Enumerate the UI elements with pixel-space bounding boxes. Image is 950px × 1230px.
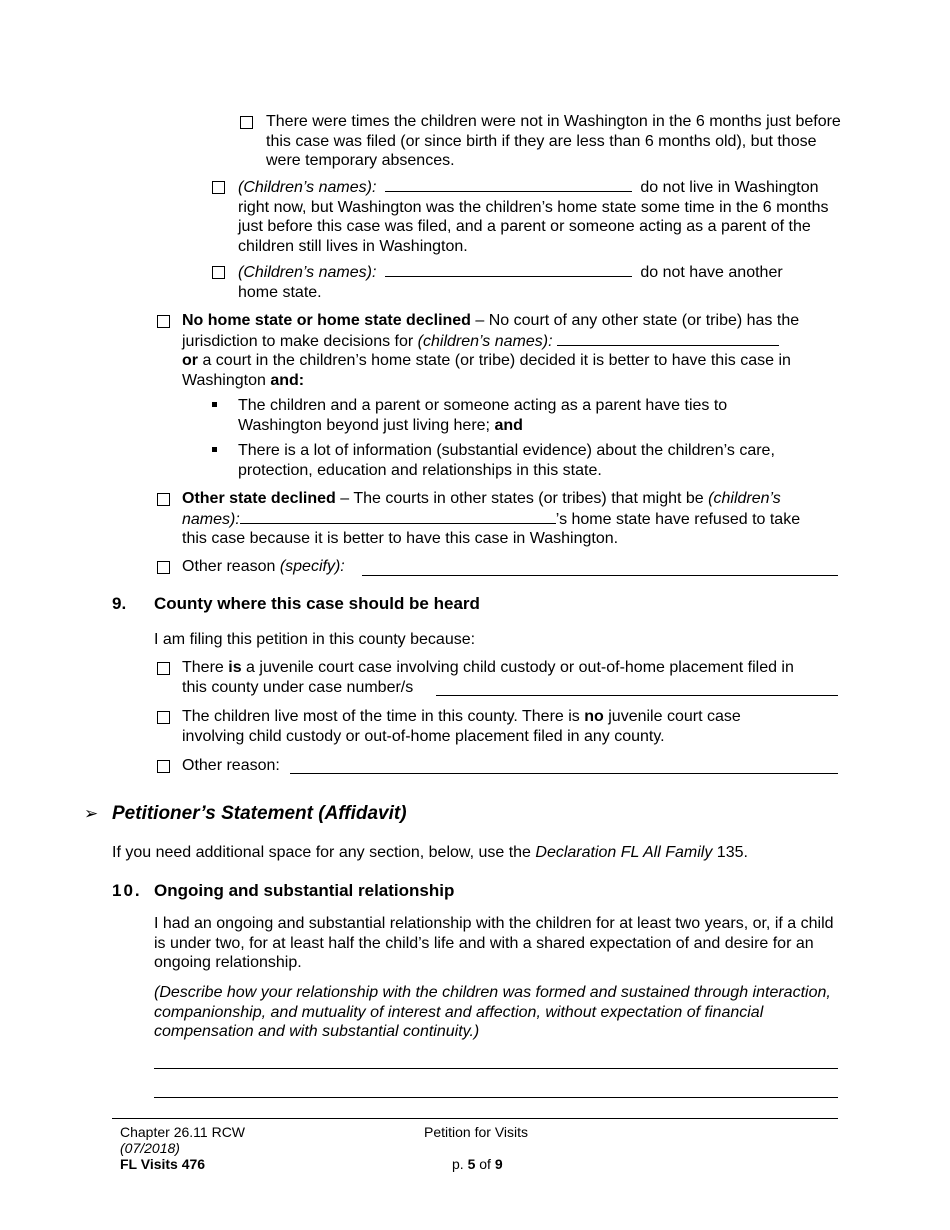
bullet-ties-item: [238, 396, 798, 435]
other-state-declined-title: Other state declined: [182, 490, 336, 507]
no-home-state-item: [182, 311, 842, 390]
other-reason-field[interactable]: [290, 773, 838, 774]
section-9-number: 9.: [112, 594, 127, 613]
juvenile-case-text-b: a juvenile court case involving child custody or out-of-home placement filed in: [241, 659, 794, 676]
page-current: 5: [467, 1156, 476, 1172]
not-living-in-wa-item: [238, 177, 842, 256]
bullet-square: [212, 402, 217, 407]
children-live-text-a: The children live most of the time in this county. There is: [182, 708, 585, 725]
section-9-title: County where this case should be heard: [154, 594, 480, 613]
no-home-state-title: No home state or home state declined: [182, 312, 471, 329]
children-live-county-item: [182, 707, 802, 746]
temporary-absences-text: There were times the children were not in Washington in the 6 months just before this case was filed (or since birth if they are less than 6 months old), but those were temporary absences.: [266, 113, 841, 169]
children-names-label-a: (children’s: [708, 490, 781, 507]
juvenile-case-checkbox[interactable]: [157, 662, 170, 675]
bullet-square: [212, 447, 217, 452]
temporary-absences-checkbox[interactable]: [240, 116, 253, 129]
children-names-field[interactable]: [385, 177, 632, 192]
footer-divider: [112, 1118, 838, 1119]
section-10-number: 10.: [112, 881, 142, 900]
page-of: of: [475, 1156, 495, 1172]
answer-line-1[interactable]: [154, 1068, 838, 1069]
footer-page-number: [452, 1156, 503, 1172]
no-other-state-text-a: do not have another: [640, 264, 783, 281]
other-state-declined-checkbox[interactable]: [157, 493, 170, 506]
answer-line-2[interactable]: [154, 1097, 838, 1098]
other-state-text-b: ’s home state have refused to take: [555, 510, 801, 528]
children-names-field[interactable]: [557, 331, 779, 346]
no-home-state-text-a: – No court of any other state (or tribe) has the jurisdiction to make decisions for: [182, 312, 800, 350]
section-10-title: Ongoing and substantial relationship: [154, 881, 455, 900]
other-reason-specify-checkbox[interactable]: [157, 561, 170, 574]
section-10-paragraph: I had an ongoing and substantial relationship with the children for at least two years, or, if a child is under two, for at least half the child’s life and with a shared expectation of and desire for an ongoing relationship.: [154, 915, 834, 971]
bullet-ties-text: The children and a parent or someone acting as a parent have ties to Washington beyond just living here;: [238, 397, 728, 434]
other-reason-specify-item: [182, 557, 842, 577]
section-9-intro: I am filing this petition in this county because:: [154, 631, 476, 648]
is-word: is: [228, 659, 242, 676]
page-prefix: p.: [452, 1156, 468, 1172]
statement-intro: [112, 843, 832, 863]
not-living-text-a: do not live in Washington: [640, 179, 819, 196]
children-names-label: (Children’s names):: [238, 264, 377, 281]
footer-date: (07/2018): [120, 1140, 180, 1156]
children-names-label: (children’s names):: [417, 332, 553, 350]
children-names-label-b: names):: [182, 510, 240, 528]
other-reason-text: Other reason: [182, 558, 280, 575]
bullet-evidence-text: There is a lot of information (substantial evidence) about the children’s care, protection, education and relationships in this state.: [238, 442, 775, 479]
other-state-declined-item: [182, 489, 842, 549]
section-10-instructions: (Describe how your relationship with the children was formed and sustained through interaction, companionship, and mutuality of interest and affection, without expectation of financial compensation and with substantial continuity.): [154, 984, 831, 1040]
other-reason-specify-field[interactable]: [362, 575, 838, 576]
no-home-state-checkbox[interactable]: [157, 315, 170, 328]
other-reason-checkbox[interactable]: [157, 760, 170, 773]
no-other-home-state-checkbox[interactable]: [212, 266, 225, 279]
children-names-field[interactable]: [240, 509, 556, 524]
not-living-in-wa-checkbox[interactable]: [212, 181, 225, 194]
children-names-field[interactable]: [385, 262, 632, 277]
or-word: or: [182, 352, 198, 369]
not-living-text-b: right now, but Washington was the children’s home state some time in the 6 months just before this case was filed, and a parent or someone acting as a parent of the children still lives in Washington.: [238, 198, 829, 255]
no-other-home-state-item: [238, 262, 842, 302]
no-word: no: [584, 708, 604, 725]
juvenile-case-text-a: There: [182, 659, 229, 676]
juvenile-case-text-c: this county under case number/s: [182, 678, 414, 696]
statement-intro-a: If you need additional space for any section, below, use the: [112, 844, 536, 861]
children-names-label: (Children’s names):: [238, 179, 377, 196]
statement-title: Petitioner’s Statement (Affidavit): [112, 803, 407, 824]
footer-statute: Chapter 26.11 RCW: [120, 1124, 246, 1140]
and-word: and:: [270, 371, 305, 389]
no-home-state-text-b: a court in the children’s home state (or tribe) decided it is better to have this case in Washington: [182, 352, 791, 389]
bullet-ties-and: and: [494, 416, 523, 434]
other-reason-label: Other reason:: [182, 757, 280, 774]
footer-form-id: FL Visits 476: [120, 1156, 206, 1172]
case-number-field[interactable]: [436, 695, 838, 696]
specify-label: (specify):: [279, 558, 345, 575]
declaration-form-name: Declaration FL All Family: [535, 844, 713, 861]
no-other-state-text-b: home state.: [238, 283, 322, 301]
children-live-county-checkbox[interactable]: [157, 711, 170, 724]
statement-intro-b: 135.: [712, 844, 748, 861]
children-live-text-b: juvenile court case involving child custody or out-of-home placement filed in any county.: [182, 708, 741, 745]
juvenile-case-item: [182, 658, 842, 697]
footer-title: Petition for Visits: [424, 1124, 529, 1140]
arrow-icon: ➢: [84, 804, 99, 823]
other-state-text-a: – The courts in other states (or tribes) that might be: [335, 490, 709, 507]
other-state-text-c: this case because it is better to have this case in Washington.: [182, 530, 619, 547]
page-total: 9: [494, 1156, 503, 1172]
